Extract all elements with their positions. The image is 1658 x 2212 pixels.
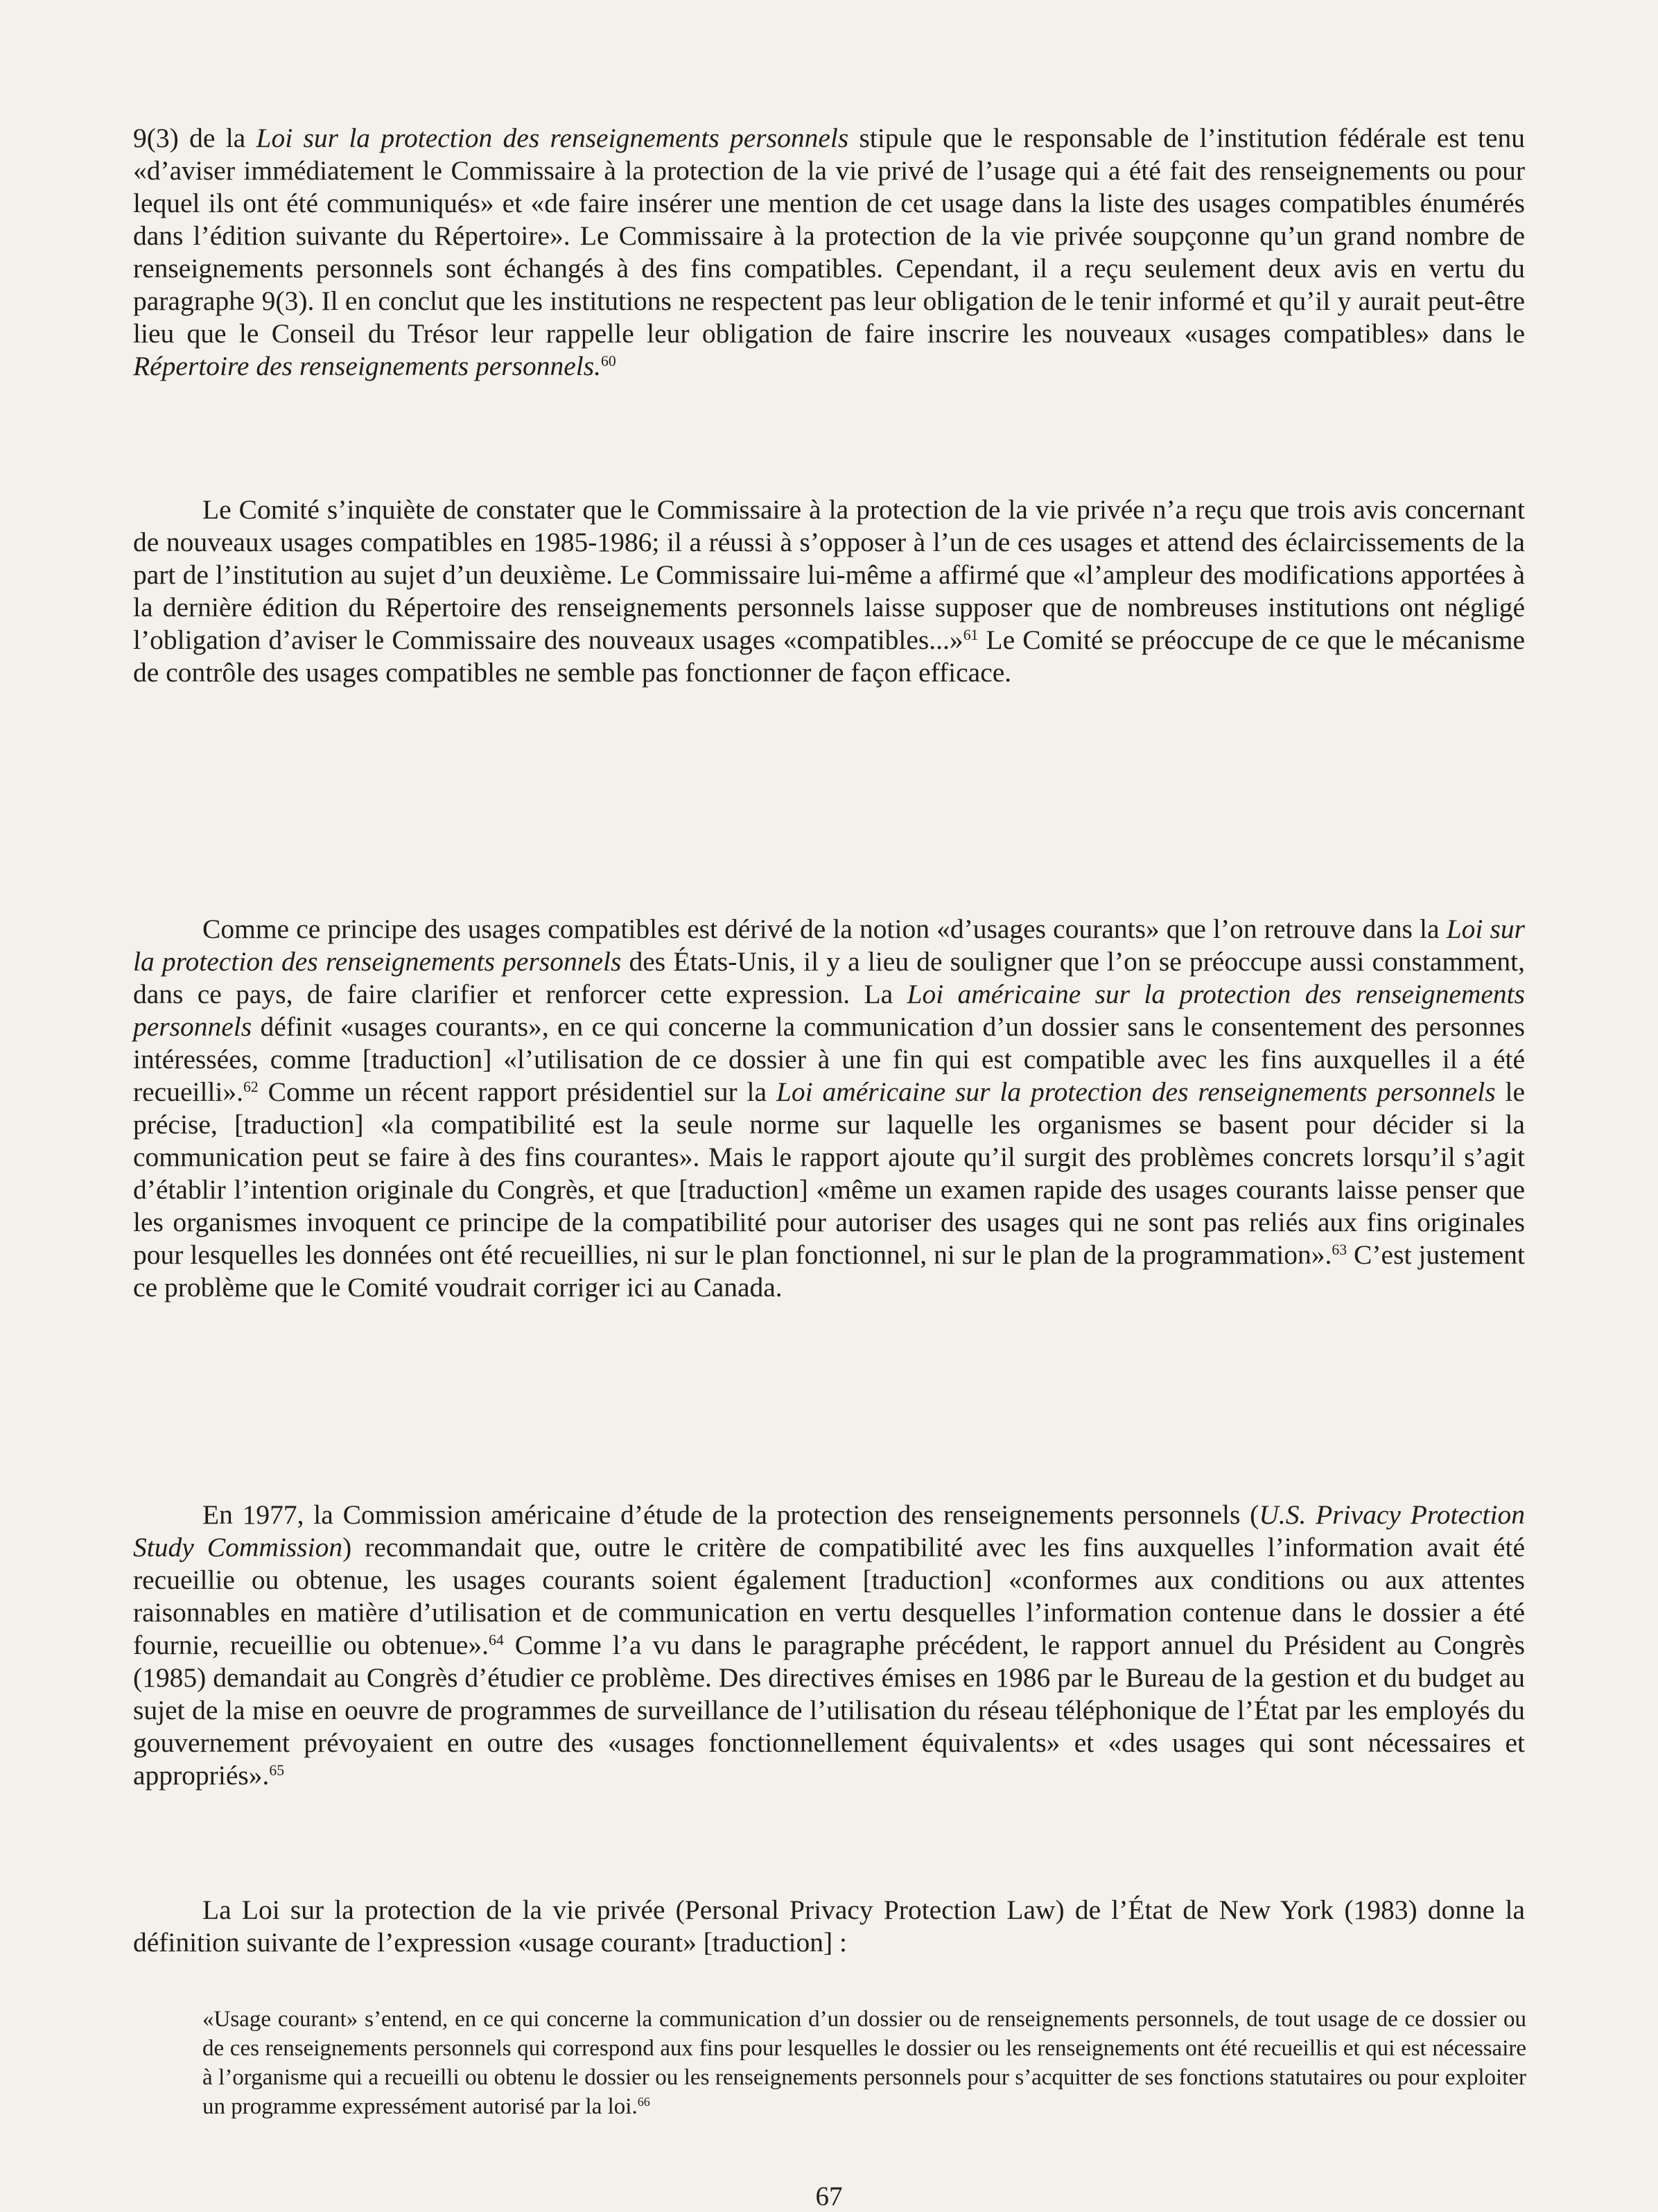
paragraph-2 [133, 494, 1525, 689]
block-quote [202, 2005, 1526, 2121]
footnote-ref: 64 [489, 1631, 504, 1648]
document-page [133, 122, 1526, 2211]
quote-text: «Usage courant» s’entend, en ce qui concerne la communication d’un dossier ou de renseignements personnels, de tout usage de ce dossier ou de ces renseignements personnels qui correspond aux fins pour lesquelles le dossier ou les renseignements ont été recueillis et qui est nécessaire à l’organisme qui a recueilli ou obtenu le dossier ou les renseignements personnels pour s’acquitter de ses fonctions statutaires ou pour exploiter un programme expressément autorisé par la loi. [202, 2007, 1526, 2119]
footnote-ref: 63 [1332, 1241, 1347, 1258]
text-span: des États-Unis, il y a lieu de souligner que l’on se préoccupe aussi constamment, dans ce pays, de faire clarifier et renforcer cette expression. La [133, 946, 1525, 1009]
text-span: C’est justement ce problème que le Comité voudrait corriger ici au Canada. [133, 1239, 1525, 1303]
commission-name: U.S. Privacy Protection Study Commission [133, 1499, 1525, 1562]
text-span: La Loi sur la protection de la vie privée (Personal Privacy Protection Law) de l’État de New York (1983) donne la définition suivante de l’expression «usage courant» [traduction] : [133, 1895, 1525, 1958]
text-span: définit «usages courants», en ce qui concerne la communication d’un dossier sans le consentement des personnes intéressées, comme [traduction] «l’utilisation de ce dossier à une fin qui est compatible avec les fins auxquelles il a été recueilli». [133, 1011, 1525, 1107]
footnote-ref: 61 [963, 626, 979, 643]
text-span: Le Comité se préoccupe de ce que le mécanisme de contrôle des usages compatibles ne semble pas fonctionner de façon efficace. [133, 625, 1525, 688]
law-title: Loi américaine sur la protection des renseignements personnels [133, 979, 1526, 1042]
text-span: ) recommandait que, outre le critère de compatibilité avec les fins auxquelles l’information avait été recueillie ou obtenue, les usages courants soient également [traduction] «conformes aux conditions ou aux attentes raisonnables en matière d’utilisation et de communication en vertu desquelles l’information contenue dans le dossier a été fournie, recueillie ou obtenue». [133, 1532, 1525, 1660]
text-span: 9(3) de la [133, 123, 256, 153]
footnote-ref: 62 [243, 1078, 259, 1095]
text-span: Le Comité s’inquiète de constater que le Commissaire à la protection de la vie privée n’a reçu que trois avis concernant de nouveaux usages compatibles en 1985-1986; il a réussi à s’opposer à l’un de ces usages et attend des éclaircissements de la part de l’institution au sujet d’un deuxième. Le Commissaire lui-même a affirmé que «l’ampleur des modifications apportées à la dernière édition du Répertoire des renseignements personnels laisse supposer que de nombreuses institutions ont négligé l’obligation d’aviser le Commissaire des nouveaux usages «compatibles...» [133, 494, 1525, 655]
text-span: Comme l’a vu dans le paragraphe précédent, le rapport annuel du Président au Congrès (1985) demandait au Congrès d’étudier ce problème. Des directives émises en 1986 par le Bureau de la gestion et du budget au sujet de la mise en oeuvre de programmes de surveillance de l’utilisation du réseau téléphonique de l’État par les employés du gouvernement prévoyaient en outre des «usages fonctionnellement équivalents» et «des usages qui sont nécessaires et appropriés». [133, 1630, 1525, 1791]
text-span: le précise, [traduction] «la compatibilité est la seule norme sur laquelle les organismes se basent pour décider si la communication peut se faire à des fins courantes». Mais le rapport ajoute qu’il surgit des problèmes concrets lorsqu’il s’agit d’établir l’intention originale du Congrès, et que [traduction] «même un examen rapide des usages courants laisse penser que les organismes invoquent ce principe de la compatibilité pour autoriser des usages qui ne sont pas reliés aux fins originales pour lesquelles les données ont été recueillies, ni sur le plan fonctionnel, ni sur le plan de la programmation». [133, 1077, 1525, 1270]
footnote-ref: 66 [637, 2095, 650, 2109]
text-span: En 1977, la Commission américaine d’étude de la protection des renseignements personnels ( [202, 1499, 1259, 1530]
text-span: stipule que le responsable de l’institution fédérale est tenu «d’aviser immédiatement le Commissaire à la protection de la vie privé de l’usage qui a été fait des renseignements ou pour lequel ils ont été communiqués» et «de faire insérer une mention de cet usage dans la liste des usages compatibles énumérés dans l’édition suivante du Répertoire». Le Commissaire à la protection de la vie privée soupçonne qu’un grand nombre de renseignements personnels sont échangés à des fins compatibles. Cependant, il a reçu seulement deux avis en vertu du paragraphe 9(3). Il en conclut que les institutions ne respectent pas leur obligation de le tenir informé et qu’il y aurait peut-être lieu que le Conseil du Trésor leur rappelle leur obligation de faire inscrire les nouveaux «usages compatibles» dans le [133, 123, 1525, 349]
text-span: Comme un récent rapport présidentiel sur la [258, 1077, 776, 1107]
paragraph-1 [133, 122, 1525, 383]
footnote-ref: 65 [269, 1761, 285, 1779]
paragraph-4 [133, 1499, 1525, 1792]
law-title: Loi sur la protection des renseignements personnels [133, 914, 1526, 977]
text-span: Comme ce principe des usages compatibles est dérivé de la notion «d’usages courants» que l’on retrouve dans la [202, 914, 1447, 944]
page-number: 67 [815, 2181, 843, 2211]
law-title: Loi américaine sur la protection des renseignements personnels [776, 1077, 1496, 1107]
paragraph-5 [133, 1894, 1525, 1959]
paragraph-3 [133, 913, 1525, 1304]
law-title: Loi sur la protection des renseignements personnels [256, 123, 849, 153]
directory-title: Répertoire des renseignements personnels. [133, 351, 602, 381]
footnote-ref: 60 [601, 352, 616, 369]
